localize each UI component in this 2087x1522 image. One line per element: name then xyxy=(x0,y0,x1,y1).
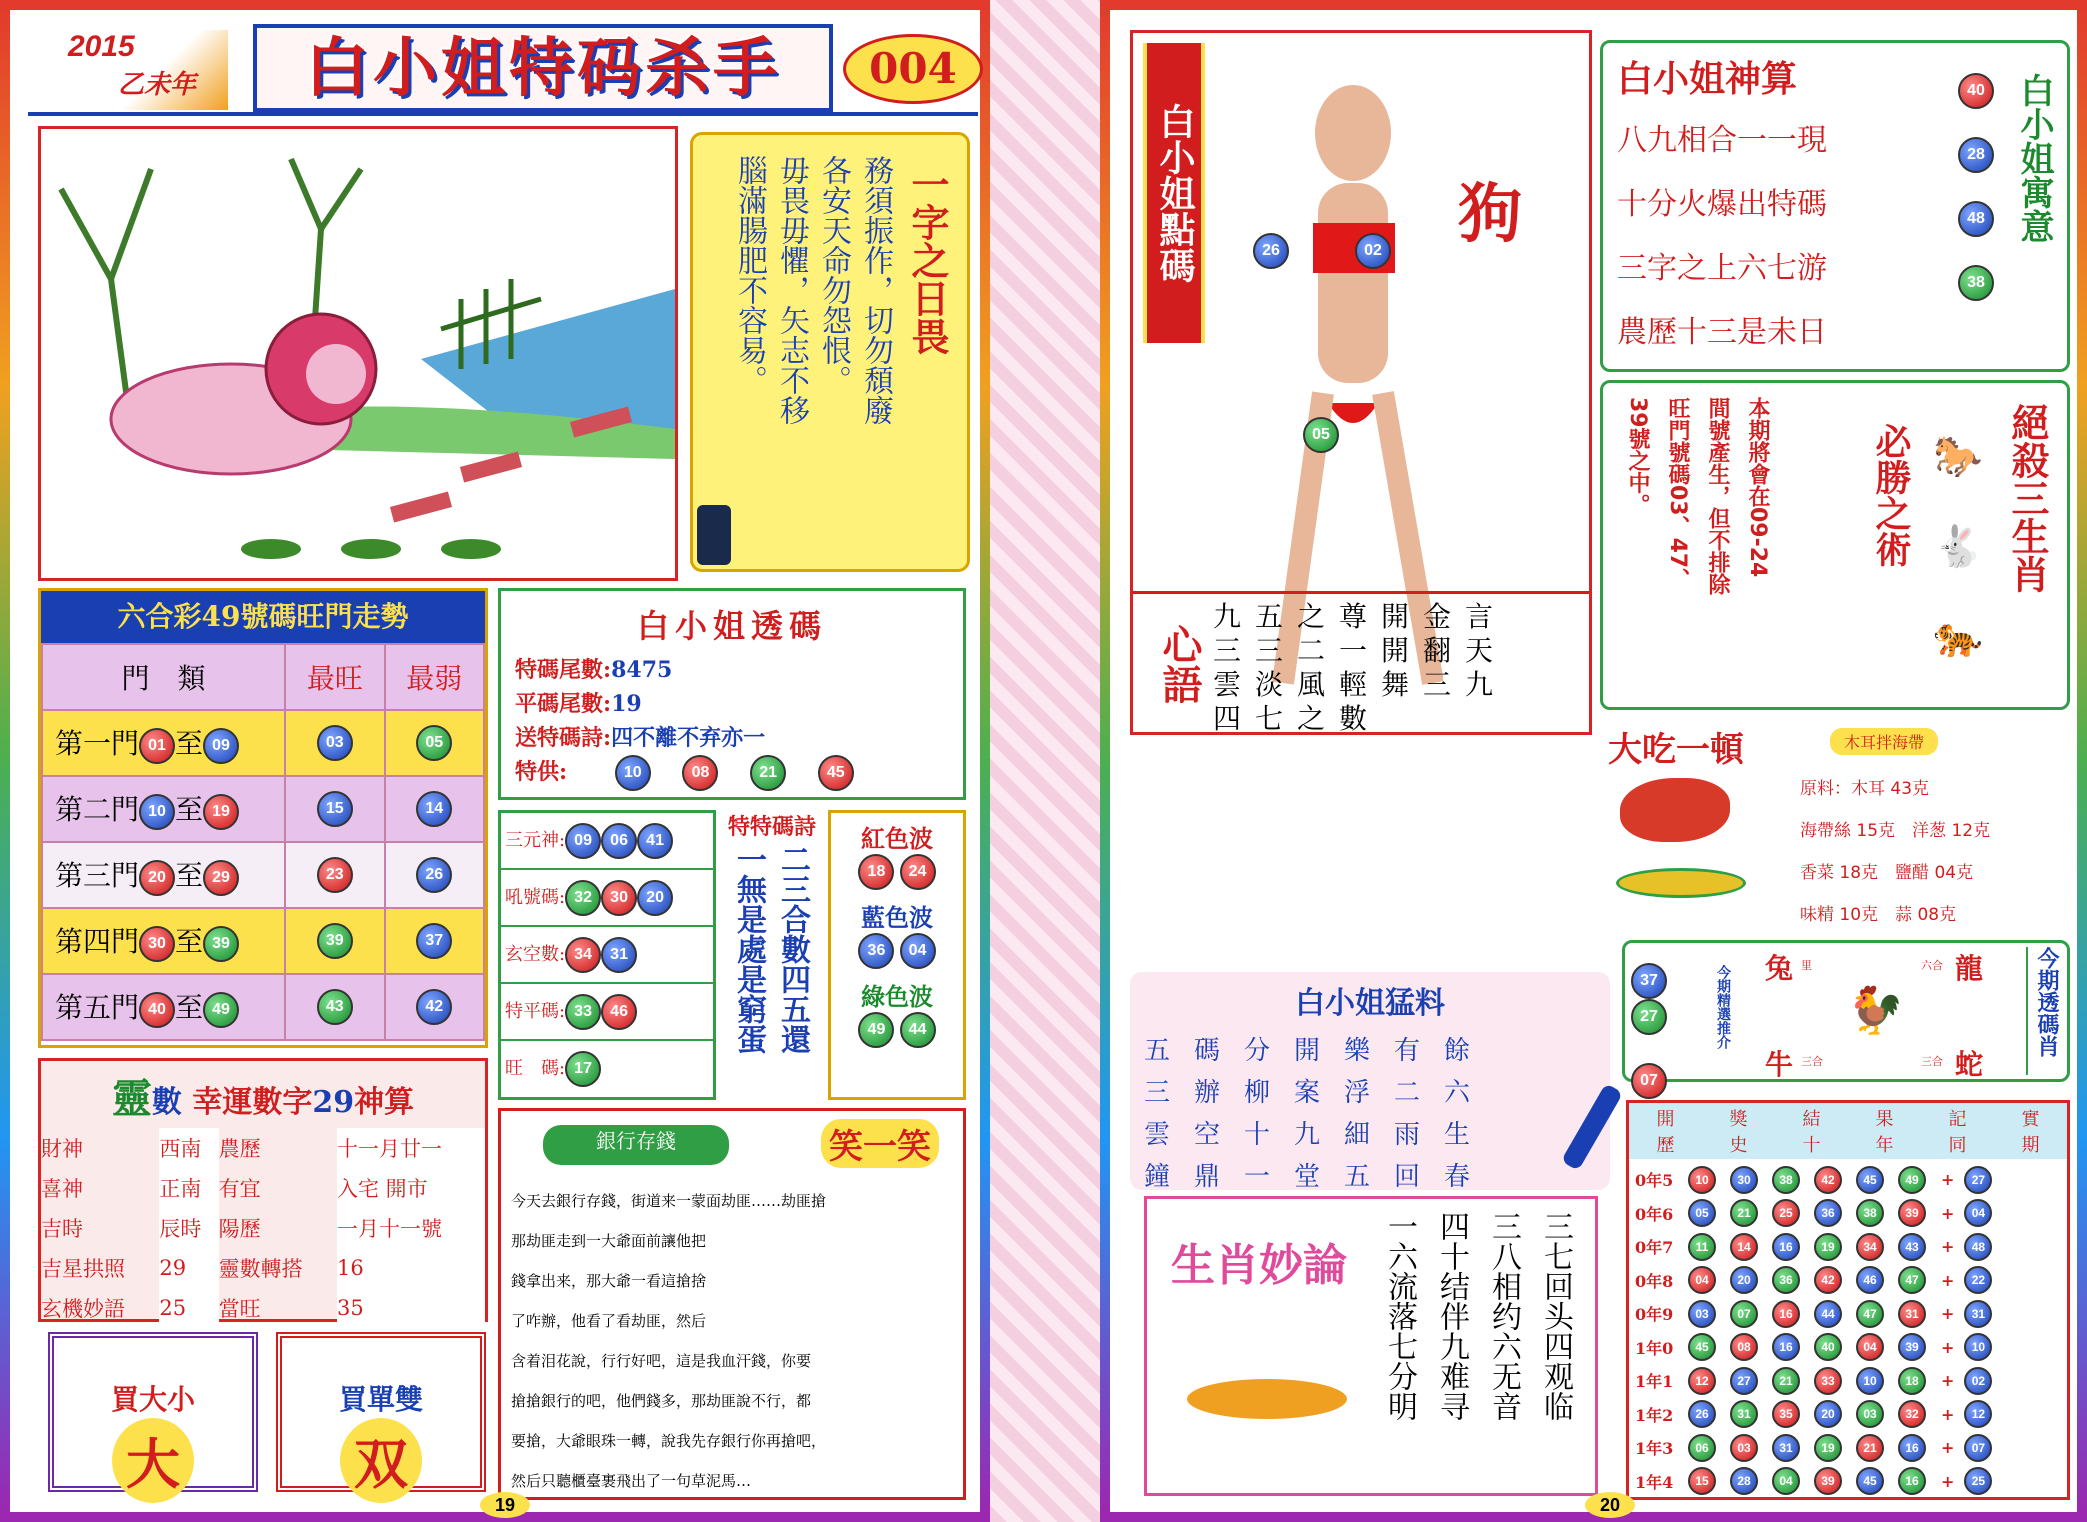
model-ball: 26 xyxy=(1253,233,1289,269)
odd-even-value: 双 xyxy=(340,1418,422,1503)
model-ball: 02 xyxy=(1355,233,1391,269)
tiger-icon: 🐅 xyxy=(1933,614,1983,660)
door-from: 30 xyxy=(139,926,175,962)
chicken-leg-icon xyxy=(1620,778,1730,842)
door-cold: 05 xyxy=(416,725,452,761)
door-label: 第四門 xyxy=(55,925,140,959)
stat-row: 特平碼: 33 46 xyxy=(501,984,713,1041)
history-year: 1年3 xyxy=(1635,1439,1674,1459)
history-special-ball: 10 xyxy=(1964,1333,1992,1361)
scroll-title: 一字之日畏 xyxy=(905,165,950,355)
history-ball: 03 xyxy=(1730,1434,1758,1462)
lion-scene-image xyxy=(41,129,675,578)
history-ball: 35 xyxy=(1772,1400,1800,1428)
pick-zodiac-tr: 龍 xyxy=(1955,952,1984,985)
history-ball: 49 xyxy=(1898,1166,1926,1194)
grid-title: 六合彩49號碼旺門走勢 xyxy=(41,591,485,643)
mengliao-title: 白小姐猛料 xyxy=(1295,986,1445,1021)
pick-mini-4: 三合 xyxy=(1921,1055,1943,1068)
history-special-ball: 48 xyxy=(1964,1233,1992,1261)
model-ball: 05 xyxy=(1303,417,1339,453)
story-text: 今天去銀行存錢，街道来一蒙面劫匪……劫匪搶 那劫匪走到一大爺面前讓他把 錢拿出来，那大爺一看這搶捨 了咋辦，他看了看劫匪，然后 含着泪花說，行行好吧，這是我血汗錢，你要 搶搶銀行的吧，他們錢多，那劫匪說不行，都 要搶，大爺眼珠一轉，說我先存銀行你再搶吧， 然后只聽櫃臺裹飛出了一句草泥馬… xyxy=(511,1192,827,1490)
history-ball: 19 xyxy=(1814,1434,1842,1462)
history-ball: 47 xyxy=(1856,1300,1884,1328)
scroll-col-1: 務須振作，切勿頹廢 xyxy=(858,155,893,425)
history-ball: 38 xyxy=(1772,1166,1800,1194)
year: 2015 xyxy=(68,30,135,63)
door-hot: 23 xyxy=(317,857,353,893)
history-plus: + xyxy=(1941,1337,1955,1357)
door-to: 09 xyxy=(203,728,239,764)
history-ball: 04 xyxy=(1688,1266,1716,1294)
history-plus: + xyxy=(1941,1270,1955,1290)
history-ball: 44 xyxy=(1814,1300,1842,1328)
history-special-ball: 25 xyxy=(1964,1467,1992,1495)
history-ball: 18 xyxy=(1898,1367,1926,1395)
color-wave-panel xyxy=(828,810,966,1100)
wave-red: 紅色波 18 24 xyxy=(831,819,963,890)
history-ball: 04 xyxy=(1772,1467,1800,1495)
history-special-ball: 27 xyxy=(1964,1166,1992,1194)
door-label: 第三門 xyxy=(55,859,140,893)
zodiac-char: 狗 xyxy=(1458,177,1522,252)
grid-table xyxy=(41,643,485,1041)
history-plus: + xyxy=(1941,1371,1955,1391)
stat-row: 旺 碼: 17 xyxy=(501,1041,713,1098)
history-row xyxy=(1635,1431,2061,1465)
tm-title: 白小姐透碼 xyxy=(636,607,827,645)
history-year: 0年5 xyxy=(1635,1171,1674,1191)
door-hot: 43 xyxy=(317,989,353,1025)
grid-row xyxy=(42,710,484,776)
history-ball: 16 xyxy=(1772,1233,1800,1261)
history-ball: 12 xyxy=(1688,1367,1716,1395)
history-plus: + xyxy=(1941,1304,1955,1324)
history-plus: + xyxy=(1941,1237,1955,1257)
history-ball: 39 xyxy=(1814,1467,1842,1495)
history-row xyxy=(1635,1331,2061,1365)
history-ball: 16 xyxy=(1898,1467,1926,1495)
history-year: 0年9 xyxy=(1635,1305,1674,1325)
odd-even-title: 買單雙 xyxy=(338,1383,423,1416)
door-to: 29 xyxy=(203,860,239,896)
stats-panel xyxy=(498,810,716,1100)
door-hot: 03 xyxy=(317,725,353,761)
history-year: 1年0 xyxy=(1635,1338,1674,1358)
history-ball: 10 xyxy=(1688,1166,1716,1194)
history-ball: 19 xyxy=(1814,1233,1842,1261)
history-ball: 25 xyxy=(1772,1199,1800,1227)
kill-title: 絕殺三生肖 xyxy=(2005,403,2050,593)
history-year: 1年1 xyxy=(1635,1372,1674,1392)
tm-ball: 10 xyxy=(615,755,651,791)
history-ball: 42 xyxy=(1814,1266,1842,1294)
yuyi-balls: 40 28 48 38 xyxy=(1958,73,1998,301)
poem-title: 特特碼詩 xyxy=(727,814,816,840)
right-page xyxy=(1100,0,2087,1522)
big-small-box xyxy=(48,1332,258,1496)
yuyi-title: 白小姐寓意 xyxy=(2014,73,2054,243)
lucky-table xyxy=(41,1128,485,1328)
door-from: 01 xyxy=(139,728,175,764)
history-ball: 45 xyxy=(1856,1166,1884,1194)
pick-zodiac-tl: 兔 xyxy=(1765,952,1794,985)
lucky-row: 吉星拱照 29 靈數轉搭 16 xyxy=(41,1248,485,1288)
grid-header-cold: 最弱 xyxy=(385,644,484,710)
pick-balls: 3727 07 xyxy=(1631,963,1701,1163)
history-ball: 03 xyxy=(1856,1400,1884,1428)
history-row xyxy=(1635,1297,2061,1331)
big-small-value: 大 xyxy=(112,1418,194,1503)
door-label: 第五門 xyxy=(55,991,140,1025)
history-ball: 11 xyxy=(1688,1233,1716,1261)
history-ball: 21 xyxy=(1772,1367,1800,1395)
history-ball: 32 xyxy=(1898,1400,1926,1428)
horse-icon: 🐎 xyxy=(1933,434,1983,480)
door-hot: 15 xyxy=(317,791,353,827)
history-ball: 08 xyxy=(1730,1333,1758,1361)
history-year: 0年8 xyxy=(1635,1271,1674,1291)
special-poem xyxy=(722,810,822,1100)
shensuan-lines: 八九相合一一現 十分火爆出特碼 三字之上六七游 農歷十三是未日 xyxy=(1617,123,1827,350)
scroll-col-4: 腦滿腸肥不容易。 xyxy=(732,155,767,395)
poem-col-2: 一無是處是窮蛋 xyxy=(731,844,766,1054)
grid-row xyxy=(42,842,484,908)
tm-line: 特碼尾數:8475 xyxy=(515,657,673,683)
history-ball: 39 xyxy=(1898,1199,1926,1227)
kill-zodiac-panel xyxy=(1600,380,2070,710)
history-ball: 33 xyxy=(1814,1367,1842,1395)
tm-line: 平碼尾數:19 xyxy=(515,691,642,717)
picks-panel xyxy=(1622,940,2070,1089)
history-ball: 26 xyxy=(1688,1400,1716,1428)
history-ball: 20 xyxy=(1730,1266,1758,1294)
food-dish: 木耳拌海帶 xyxy=(1830,728,1938,755)
history-plus: + xyxy=(1941,1170,1955,1190)
door-trend-grid xyxy=(38,588,488,1048)
history-ball: 15 xyxy=(1688,1467,1716,1495)
zodiac-talk-panel xyxy=(1144,1196,1598,1496)
history-ball: 36 xyxy=(1772,1266,1800,1294)
grid-row xyxy=(42,908,484,974)
history-row xyxy=(1635,1364,2061,1398)
main-title: 白小姐特码杀手 xyxy=(253,24,833,112)
history-special-ball: 07 xyxy=(1964,1434,1992,1462)
left-page xyxy=(0,0,990,1522)
door-label: 第二門 xyxy=(55,793,140,827)
proverb-scroll xyxy=(690,132,970,572)
page-number-right: 20 xyxy=(1585,1492,1635,1518)
year-sub: 乙未年 xyxy=(118,70,197,100)
history-ball: 16 xyxy=(1898,1434,1926,1462)
mengliao-rows: 五碼分開樂有餘 三辦柳案浮二六 雲空十九細雨生 鐘鼎一堂五回春 xyxy=(1144,1036,1495,1192)
grid-header-hot: 最旺 xyxy=(285,644,384,710)
model-panel xyxy=(1130,30,1592,735)
history-ball: 21 xyxy=(1730,1199,1758,1227)
pick-label: 今期精選推介 xyxy=(1715,965,1731,1049)
history-ball: 27 xyxy=(1730,1367,1758,1395)
tm-ball: 08 xyxy=(682,755,718,791)
lucky-title: 靈數 幸運數字29神算 xyxy=(111,1075,415,1122)
history-ball: 40 xyxy=(1814,1333,1842,1361)
kill-text: 本期將會在09-24 間號產生，但不排除 旺門號碼03、47、 39號之中。 xyxy=(1625,397,1770,595)
odd-even-box xyxy=(276,1332,486,1496)
wave-blue: 藍色波 36 04 xyxy=(831,898,963,969)
history-ball: 16 xyxy=(1772,1333,1800,1361)
pick-mini-3: 三合 xyxy=(1801,1055,1823,1068)
zodiac-talk-cols: 三七回头四观临 三八相约六无音 四十结伴九难寻 一六流落七分明 xyxy=(1382,1211,1573,1421)
history-row xyxy=(1635,1465,2061,1499)
tm-line: 送特碼詩:四不離不弃亦一 xyxy=(515,725,766,751)
history-ball: 46 xyxy=(1856,1266,1884,1294)
scroll-col-2: 各安天命勿怨恨。 xyxy=(816,155,851,395)
rabbit-icon: 🐇 xyxy=(1933,524,1983,570)
pick-mini-2: 六合 xyxy=(1921,959,1943,972)
history-row xyxy=(1635,1230,2061,1264)
grid-row xyxy=(42,974,484,1040)
shensuan-title: 白小姐神算 xyxy=(1617,58,1798,100)
rooster-icon: 🐓 xyxy=(1847,983,1905,1037)
header-banner xyxy=(28,24,978,116)
history-ball: 04 xyxy=(1856,1333,1884,1361)
tou-ma-panel xyxy=(498,588,966,800)
history-special-ball: 22 xyxy=(1964,1266,1992,1294)
door-from: 20 xyxy=(139,860,175,896)
shensuan-panel xyxy=(1600,40,2070,372)
food-panel xyxy=(1600,718,2070,928)
history-ball: 14 xyxy=(1730,1233,1758,1261)
history-plus: + xyxy=(1941,1203,1955,1223)
history-table xyxy=(1626,1100,2070,1500)
history-ball: 20 xyxy=(1814,1400,1842,1428)
stat-row: 玄空數: 34 31 xyxy=(501,927,713,984)
pick-zodiac-bl: 牛 xyxy=(1765,1048,1794,1081)
lucky-row: 吉時 辰時 陽歷 一月十一號 xyxy=(41,1208,485,1248)
page-gutter xyxy=(990,0,1100,1522)
door-cold: 42 xyxy=(416,989,452,1025)
history-ball: 07 xyxy=(1730,1300,1758,1328)
history-ball: 21 xyxy=(1856,1434,1884,1462)
history-special-ball: 02 xyxy=(1964,1367,1992,1395)
history-row xyxy=(1635,1398,2061,1432)
laugh-title: 笑一笑 xyxy=(821,1119,939,1168)
dianma-title: 白小姐點碼 xyxy=(1143,43,1205,343)
tm-special: 特供: 10 08 21 45 xyxy=(515,755,963,791)
hamster-icon xyxy=(1187,1379,1347,1419)
poem-col-1: 二三合數四五還 xyxy=(775,844,810,1054)
big-small-title: 買大小 xyxy=(110,1383,195,1416)
door-from: 40 xyxy=(139,992,175,1028)
tm-ball: 21 xyxy=(750,755,786,791)
history-ball: 47 xyxy=(1898,1266,1926,1294)
year-block xyxy=(38,30,228,110)
heart-rows: 九五之尊開金言 三三二一開翻天 雲淡風輕舞三九 四七之數 xyxy=(1213,600,1508,735)
scroll-col-3: 毋畏毋懼，矢志不移 xyxy=(774,155,809,425)
history-special-ball: 12 xyxy=(1964,1400,1992,1428)
history-ball: 28 xyxy=(1730,1467,1758,1495)
history-rows xyxy=(1629,1159,2067,1502)
history-ball: 05 xyxy=(1688,1199,1716,1227)
history-ball: 03 xyxy=(1688,1300,1716,1328)
history-ball: 45 xyxy=(1688,1333,1716,1361)
page-number-left: 19 xyxy=(480,1492,530,1518)
history-ball: 16 xyxy=(1772,1300,1800,1328)
history-ball: 34 xyxy=(1856,1233,1884,1261)
history-row xyxy=(1635,1197,2061,1231)
history-ball: 10 xyxy=(1856,1367,1884,1395)
history-ball: 45 xyxy=(1856,1467,1884,1495)
grid-row xyxy=(42,776,484,842)
history-plus: + xyxy=(1941,1438,1955,1458)
grid-header-type: 門 類 xyxy=(42,644,285,710)
food-title: 大吃一頓 xyxy=(1608,730,1744,770)
stat-row: 吼號碼: 32 30 20 xyxy=(501,870,713,927)
must-win: 必勝之術 xyxy=(1870,423,1912,567)
door-cold: 37 xyxy=(416,923,452,959)
zodiac-talk-title: 生肖妙論 xyxy=(1171,1240,1347,1291)
door-label: 第一門 xyxy=(55,727,140,761)
door-to-word: 至 xyxy=(175,859,204,893)
food-items: 原料：木耳 43克 海帶絲 15克 洋葱 12克 香菜 18克 鹽醋 04克 味精 10克 蒜 08克 xyxy=(1800,779,1991,925)
heart-label: 心語 xyxy=(1156,624,1203,704)
plate-icon xyxy=(1616,868,1746,898)
pick-mini-1: 里 xyxy=(1801,959,1812,972)
door-to: 39 xyxy=(203,926,239,962)
stat-row: 三元神: 09 06 41 xyxy=(501,813,713,870)
history-special-ball: 04 xyxy=(1964,1199,1992,1227)
history-ball: 36 xyxy=(1814,1199,1842,1227)
history-year: 1年4 xyxy=(1635,1472,1674,1492)
ink-bottle-icon xyxy=(697,505,731,565)
history-ball: 31 xyxy=(1772,1434,1800,1462)
pick-zodiac-br: 蛇 xyxy=(1955,1048,1984,1081)
lucky-row: 財神 西南 農歷 十一月廿一 xyxy=(41,1128,485,1168)
door-cold: 14 xyxy=(416,791,452,827)
history-ball: 31 xyxy=(1898,1300,1926,1328)
door-hot: 39 xyxy=(317,923,353,959)
history-ball: 42 xyxy=(1814,1166,1842,1194)
wave-green: 綠色波 49 44 xyxy=(831,977,963,1048)
history-header: 開歷 獎史 結十 果年 記同 實期 xyxy=(1629,1103,2067,1159)
history-ball: 38 xyxy=(1856,1199,1884,1227)
door-to-word: 至 xyxy=(175,925,204,959)
lucky-row: 喜神 正南 有宜 入宅 開市 xyxy=(41,1168,485,1208)
mengliao-panel xyxy=(1130,972,1610,1190)
history-ball: 06 xyxy=(1688,1434,1716,1462)
history-ball: 39 xyxy=(1898,1333,1926,1361)
history-plus: + xyxy=(1941,1404,1955,1424)
pick-side: 今期透碼肖 xyxy=(2026,947,2063,1075)
heart-words xyxy=(1133,591,1589,735)
door-to-word: 至 xyxy=(175,991,204,1025)
joke-story-panel xyxy=(498,1108,966,1500)
lion-illustration xyxy=(38,126,678,581)
history-ball: 30 xyxy=(1730,1166,1758,1194)
door-to: 49 xyxy=(203,992,239,1028)
history-row xyxy=(1635,1264,2061,1298)
door-to-word: 至 xyxy=(175,727,204,761)
history-ball: 43 xyxy=(1898,1233,1926,1261)
lucky-row: 玄機妙語 25 當旺 35 xyxy=(41,1288,485,1328)
lucky-number-panel xyxy=(38,1058,488,1322)
bank-tag: 銀行存錢 xyxy=(543,1125,729,1165)
door-to: 19 xyxy=(203,794,239,830)
history-row xyxy=(1635,1163,2061,1197)
door-cold: 26 xyxy=(416,857,452,893)
door-from: 10 xyxy=(139,794,175,830)
history-year: 0年7 xyxy=(1635,1238,1674,1258)
tm-ball: 45 xyxy=(818,755,854,791)
history-year: 0年6 xyxy=(1635,1204,1674,1224)
door-to-word: 至 xyxy=(175,793,204,827)
history-year: 1年2 xyxy=(1635,1405,1674,1425)
history-special-ball: 31 xyxy=(1964,1300,1992,1328)
history-ball: 31 xyxy=(1730,1400,1758,1428)
history-plus: + xyxy=(1941,1471,1955,1491)
issue-badge: 004 xyxy=(843,34,983,104)
